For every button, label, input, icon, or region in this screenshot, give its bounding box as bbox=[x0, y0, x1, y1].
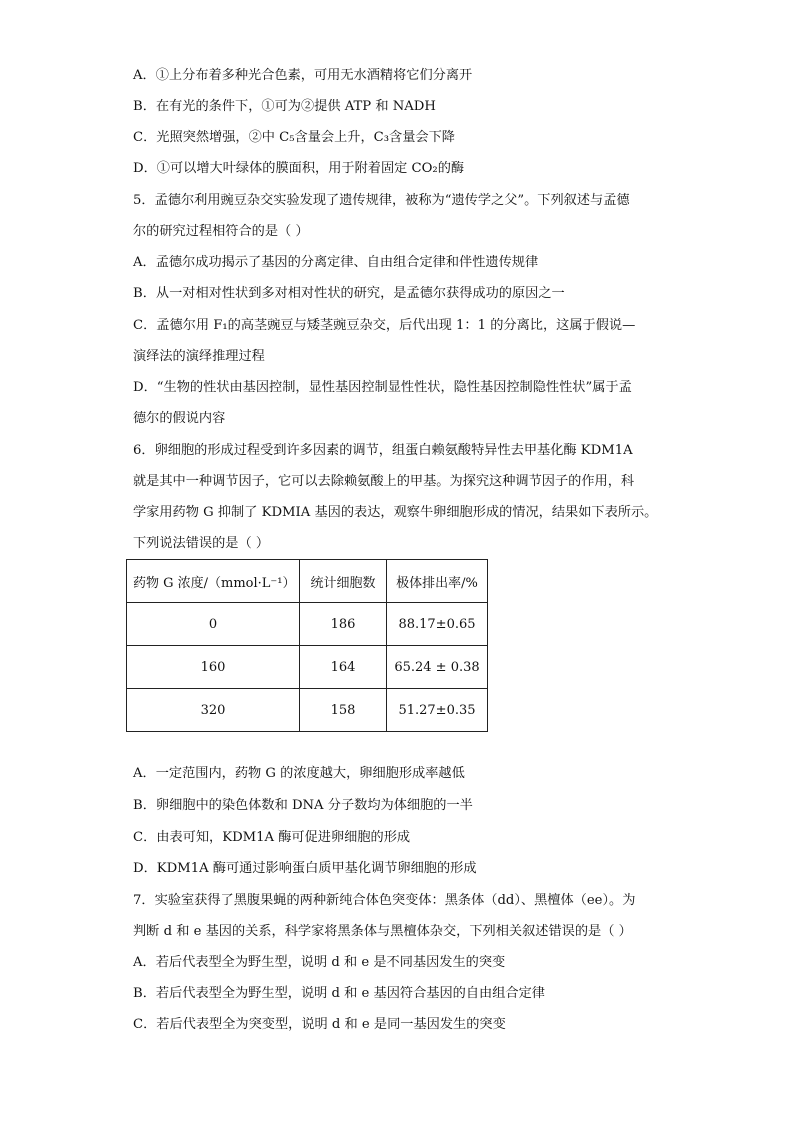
q5-option-c: C．孟德尔用 F₁的高茎豌豆与矮茎豌豆杂交，后代出现 1：1 的分离比，这属于假说— bbox=[133, 318, 636, 333]
table-header-cell: 统计细胞数 bbox=[300, 560, 387, 603]
q6-stem-line2: 就是其中一种调节因子，它可以去除赖氨酸上的甲基。为探究这种调节因子的作用，科 bbox=[133, 474, 635, 489]
q6-option-a: A．一定范围内，药物 G 的浓度越大，卵细胞形成率越低 bbox=[133, 766, 465, 781]
q7-stem-line2: 判断 d 和 e 基因的关系，科学家将黑条体与黑檀体杂交，下列相关叙述错误的是（ ） bbox=[133, 924, 632, 939]
q4-option-c: C．光照突然增强，②中 C₅含量会上升，C₃含量会下降 bbox=[133, 130, 455, 145]
table-cell: 0 bbox=[127, 603, 300, 646]
q7-option-a: A．若后代表型全为野生型，说明 d 和 e 是不同基因发生的突变 bbox=[133, 955, 506, 970]
q5-stem-line2: 尔的研究过程相符合的是（ ） bbox=[133, 224, 309, 239]
table-row bbox=[127, 689, 488, 732]
q7-option-c: C．若后代表型全为突变型，说明 d 和 e 是同一基因发生的突变 bbox=[133, 1017, 506, 1032]
q5-option-c-cont: 演绎法的演绎推理过程 bbox=[133, 349, 265, 364]
table-cell: 320 bbox=[127, 689, 300, 732]
q6-stem-line3: 学家用药物 G 抑制了 KDMIA 基因的表达，观察牛卵细胞形成的情况，结果如下表所示。 bbox=[133, 505, 658, 520]
table-row bbox=[127, 603, 488, 646]
q6-option-b: B．卵细胞中的染色体数和 DNA 分子数均为体细胞的一半 bbox=[133, 798, 473, 813]
q7-stem-line1: 7．实验室获得了黑腹果蝇的两种新纯合体色突变体：黑条体（dd）、黑檀体（ee）。为 bbox=[133, 893, 636, 908]
table-header-cell: 药物 G 浓度/（mmol·L⁻¹） bbox=[127, 560, 300, 603]
table-row bbox=[127, 646, 488, 689]
q5-option-b: B．从一对相对性状到多对相对性状的研究，是孟德尔获得成功的原因之一 bbox=[133, 286, 565, 301]
q6-data-table bbox=[126, 559, 488, 732]
q4-option-a: A．①上分布着多种光合色素，可用无水酒精将它们分离开 bbox=[133, 68, 473, 83]
table-cell: 160 bbox=[127, 646, 300, 689]
table-cell: 158 bbox=[300, 689, 387, 732]
table-cell: 88.17±0.65 bbox=[387, 603, 488, 646]
q5-option-d: D．“生物的性状由基因控制，显性基因控制显性性状，隐性基因控制隐性性状”属于孟 bbox=[133, 380, 632, 395]
table-cell: 186 bbox=[300, 603, 387, 646]
table-cell: 51.27±0.35 bbox=[387, 689, 488, 732]
q6-option-d: D．KDM1A 酶可通过影响蛋白质甲基化调节卵细胞的形成 bbox=[133, 861, 477, 876]
q6-stem-line4: 下列说法错误的是（ ） bbox=[133, 536, 270, 551]
q5-option-d-cont: 德尔的假说内容 bbox=[133, 411, 226, 426]
table-header-cell: 极体排出率/% bbox=[387, 560, 488, 603]
q5-stem-line1: 5．孟德尔利用豌豆杂交实验发现了遗传规律，被称为“遗传学之父”。下列叙述与孟德 bbox=[133, 193, 630, 208]
q7-option-b: B．若后代表型全为野生型，说明 d 和 e 基因符合基因的自由组合定律 bbox=[133, 986, 545, 1001]
table-header-row bbox=[127, 560, 488, 603]
table-cell: 164 bbox=[300, 646, 387, 689]
q6-option-c: C．由表可知，KDM1A 酶可促进卵细胞的形成 bbox=[133, 830, 411, 845]
q5-option-a: A．孟德尔成功揭示了基因的分离定律、自由组合定律和伴性遗传规律 bbox=[133, 255, 539, 270]
q6-stem-line1: 6．卵细胞的形成过程受到许多因素的调节，组蛋白赖氨酸特异性去甲基化酶 KDM1A bbox=[133, 443, 633, 458]
table-cell: 65.24 ± 0.38 bbox=[387, 646, 488, 689]
q4-option-d: D．①可以增大叶绿体的膜面积，用于附着固定 CO₂的酶 bbox=[133, 161, 465, 176]
q4-option-b: B．在有光的条件下，①可为②提供 ATP 和 NADH bbox=[133, 99, 436, 114]
